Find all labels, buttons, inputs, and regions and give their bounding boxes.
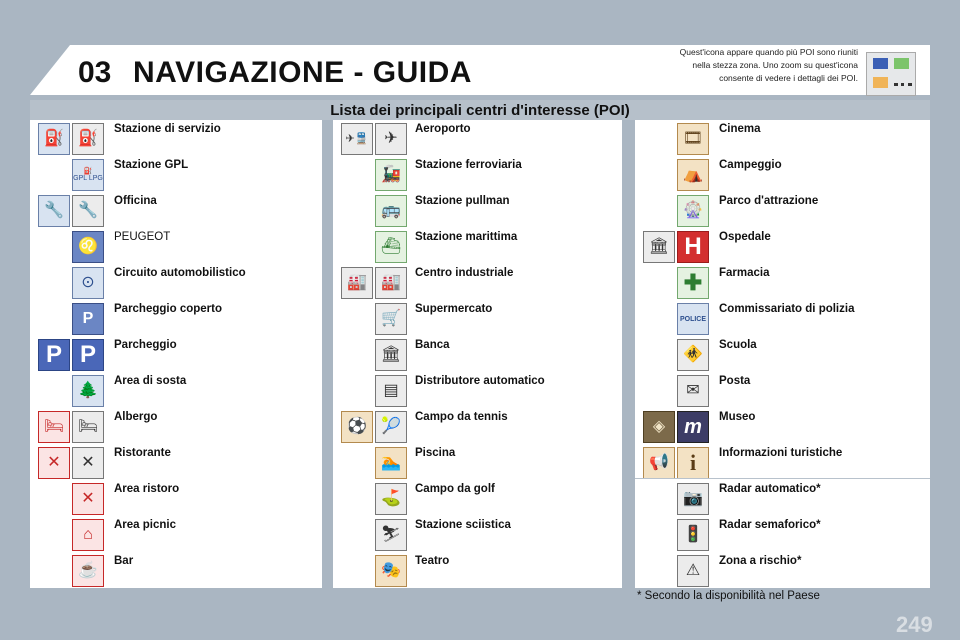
traffic-light-camera-icon: 🚦	[677, 519, 709, 551]
page-title: NAVIGAZIONE - GUIDA	[133, 56, 472, 89]
list-item	[30, 156, 322, 192]
wrench-icon: 🔧	[38, 195, 70, 227]
list-item	[635, 444, 930, 480]
poi-label: Parcheggio coperto	[114, 303, 222, 315]
poi-label: Campo da golf	[415, 483, 495, 495]
atm-icon: ▤	[375, 375, 407, 407]
info-icon: i	[677, 447, 709, 479]
list-item	[333, 120, 622, 156]
poi-label: Stazione di servizio	[114, 123, 221, 135]
poi-label: Commissariato di polizia	[719, 303, 855, 315]
camping-icon: ⛺	[677, 159, 709, 191]
restaurant-icon: ✕	[38, 447, 70, 479]
picnic-icon: ⌂	[72, 519, 104, 551]
parking-icon: P	[38, 339, 70, 371]
restaurant-icon: ✕	[72, 447, 104, 479]
poi-label: Area di sosta	[114, 375, 187, 387]
poi-label: PEUGEOT	[114, 231, 171, 243]
hotel-bed-icon: 🛏	[72, 411, 104, 443]
poi-label: Aeroporto	[415, 123, 471, 135]
list-item	[30, 336, 322, 372]
poi-label: Farmacia	[719, 267, 770, 279]
lpg-pump-icon: ⛽ GPL LPG	[72, 159, 104, 191]
list-item	[30, 192, 322, 228]
poi-label: Informazioni turistiche	[719, 447, 843, 459]
hotel-bed-icon: 🛏	[38, 411, 70, 443]
list-item	[333, 300, 622, 336]
poi-label: Albergo	[114, 411, 158, 423]
poi-label: Stazione marittima	[415, 231, 518, 243]
header-note: Quest'icona appare quando più POI sono riuniti nella stezza zona. Uno zoom su quest'icona consente di vedere i dettagli dei POI.	[679, 47, 858, 83]
poi-label: Radar semaforico*	[719, 519, 821, 531]
poi-label: Ristorante	[114, 447, 171, 459]
list-item	[635, 516, 930, 552]
list-item	[635, 336, 930, 372]
section-subtitle: Lista dei principali centri d'interesse (POI)	[330, 102, 630, 119]
swimming-icon: 🏊	[375, 447, 407, 479]
poi-label: Supermercato	[415, 303, 493, 315]
poi-label: Teatro	[415, 555, 450, 567]
poi-label: Stazione GPL	[114, 159, 189, 171]
fuel-pump-icon: ⛽	[38, 123, 70, 155]
list-item	[333, 552, 622, 588]
covered-parking-icon: P	[72, 303, 104, 335]
food-area-icon: ✕	[72, 483, 104, 515]
list-item	[635, 408, 930, 444]
ski-icon: ⛷	[375, 519, 407, 551]
list-item	[30, 228, 322, 264]
page-number: 249	[896, 612, 933, 637]
poi-label: Stazione sciistica	[415, 519, 511, 531]
golf-icon: ⛳	[375, 483, 407, 515]
poi-label: Stazione ferroviaria	[415, 159, 522, 171]
airplane-icon: ✈	[375, 123, 407, 155]
poi-label: Bar	[114, 555, 134, 567]
tourist-info-group-icon: 📢	[643, 447, 675, 479]
industrial-group-icon: 🏭	[375, 267, 407, 299]
tennis-icon: 🎾	[375, 411, 407, 443]
list-item	[635, 120, 930, 156]
poi-label: Piscina	[415, 447, 456, 459]
list-item	[635, 192, 930, 228]
coffee-cup-icon: ☕	[72, 555, 104, 587]
bank-icon: 🏛	[375, 339, 407, 371]
list-item	[333, 156, 622, 192]
poi-label: Area ristoro	[114, 483, 180, 495]
list-item	[30, 444, 322, 480]
list-item	[30, 264, 322, 300]
list-item	[333, 192, 622, 228]
peugeot-lion-icon: ♌	[72, 231, 104, 263]
poi-label: Area picnic	[114, 519, 176, 531]
airport-group-icon: ✈🚆	[341, 123, 373, 155]
list-item	[333, 372, 622, 408]
poi-label: Museo	[719, 411, 756, 423]
poi-label: Posta	[719, 375, 751, 387]
poi-column-3	[635, 120, 930, 588]
ship-icon: ⛴	[375, 231, 407, 263]
poi-label: Cinema	[719, 123, 761, 135]
poi-column-1	[30, 120, 322, 588]
list-item	[30, 408, 322, 444]
poi-label: Radar automatico*	[719, 483, 821, 495]
poi-cluster-icon	[866, 52, 916, 96]
list-item	[30, 516, 322, 552]
chapter-number: 03	[78, 56, 112, 89]
list-item	[635, 264, 930, 300]
wrench-icon: 🔧	[72, 195, 104, 227]
list-item	[635, 372, 930, 408]
poi-label: Campo da tennis	[415, 411, 508, 423]
list-item	[333, 444, 622, 480]
list-item	[635, 228, 930, 264]
industrial-group-icon: 🏭	[341, 267, 373, 299]
poi-label: Banca	[415, 339, 450, 351]
poi-label: Stazione pullman	[415, 195, 510, 207]
list-item	[333, 480, 622, 516]
poi-label: Centro industriale	[415, 267, 514, 279]
list-item	[333, 408, 622, 444]
list-item	[333, 264, 622, 300]
poi-label: Circuito automobilistico	[114, 267, 246, 279]
speed-camera-icon: 📷	[677, 483, 709, 515]
race-circuit-icon: ⊙	[72, 267, 104, 299]
shopping-cart-icon: 🛒	[375, 303, 407, 335]
list-item	[635, 480, 930, 516]
pharmacy-cross-icon: ✚	[677, 267, 709, 299]
amusement-park-icon: 🎡	[677, 195, 709, 227]
museum-m-icon: m	[677, 411, 709, 443]
poi-label: Zona a rischio*	[719, 555, 802, 567]
poi-label: Parco d'attrazione	[719, 195, 819, 207]
poi-column-2	[333, 120, 622, 588]
list-item	[30, 372, 322, 408]
list-item	[30, 300, 322, 336]
warning-triangle-icon: ⚠	[677, 555, 709, 587]
bus-icon: 🚌	[375, 195, 407, 227]
poi-label: Campeggio	[719, 159, 782, 171]
list-item	[635, 300, 930, 336]
police-icon: POLICE	[677, 303, 709, 335]
poi-label: Scuola	[719, 339, 757, 351]
list-item	[30, 552, 322, 588]
envelope-icon: ✉	[677, 375, 709, 407]
poi-label: Parcheggio	[114, 339, 177, 351]
poi-label: Ospedale	[719, 231, 771, 243]
list-item	[333, 228, 622, 264]
list-item	[635, 156, 930, 192]
rest-area-icon: 🌲	[72, 375, 104, 407]
hospital-h-icon: H	[677, 231, 709, 263]
footnote: * Secondo la disponibilità nel Paese	[637, 590, 820, 602]
parking-icon: P	[72, 339, 104, 371]
list-item	[333, 516, 622, 552]
section-divider	[635, 478, 930, 479]
sports-group-icon: ⚽	[341, 411, 373, 443]
school-children-icon: 🚸	[677, 339, 709, 371]
hospital-building-icon: 🏛	[643, 231, 675, 263]
list-item	[333, 336, 622, 372]
list-item	[635, 552, 930, 588]
train-icon: 🚂	[375, 159, 407, 191]
poi-label: Officina	[114, 195, 157, 207]
list-item	[30, 480, 322, 516]
film-icon: 🎞	[677, 123, 709, 155]
list-item	[30, 120, 322, 156]
museum-group-icon: ◈	[643, 411, 675, 443]
poi-label: Distributore automatico	[415, 375, 545, 387]
theatre-icon: 🎭	[375, 555, 407, 587]
fuel-pump-icon: ⛽	[72, 123, 104, 155]
